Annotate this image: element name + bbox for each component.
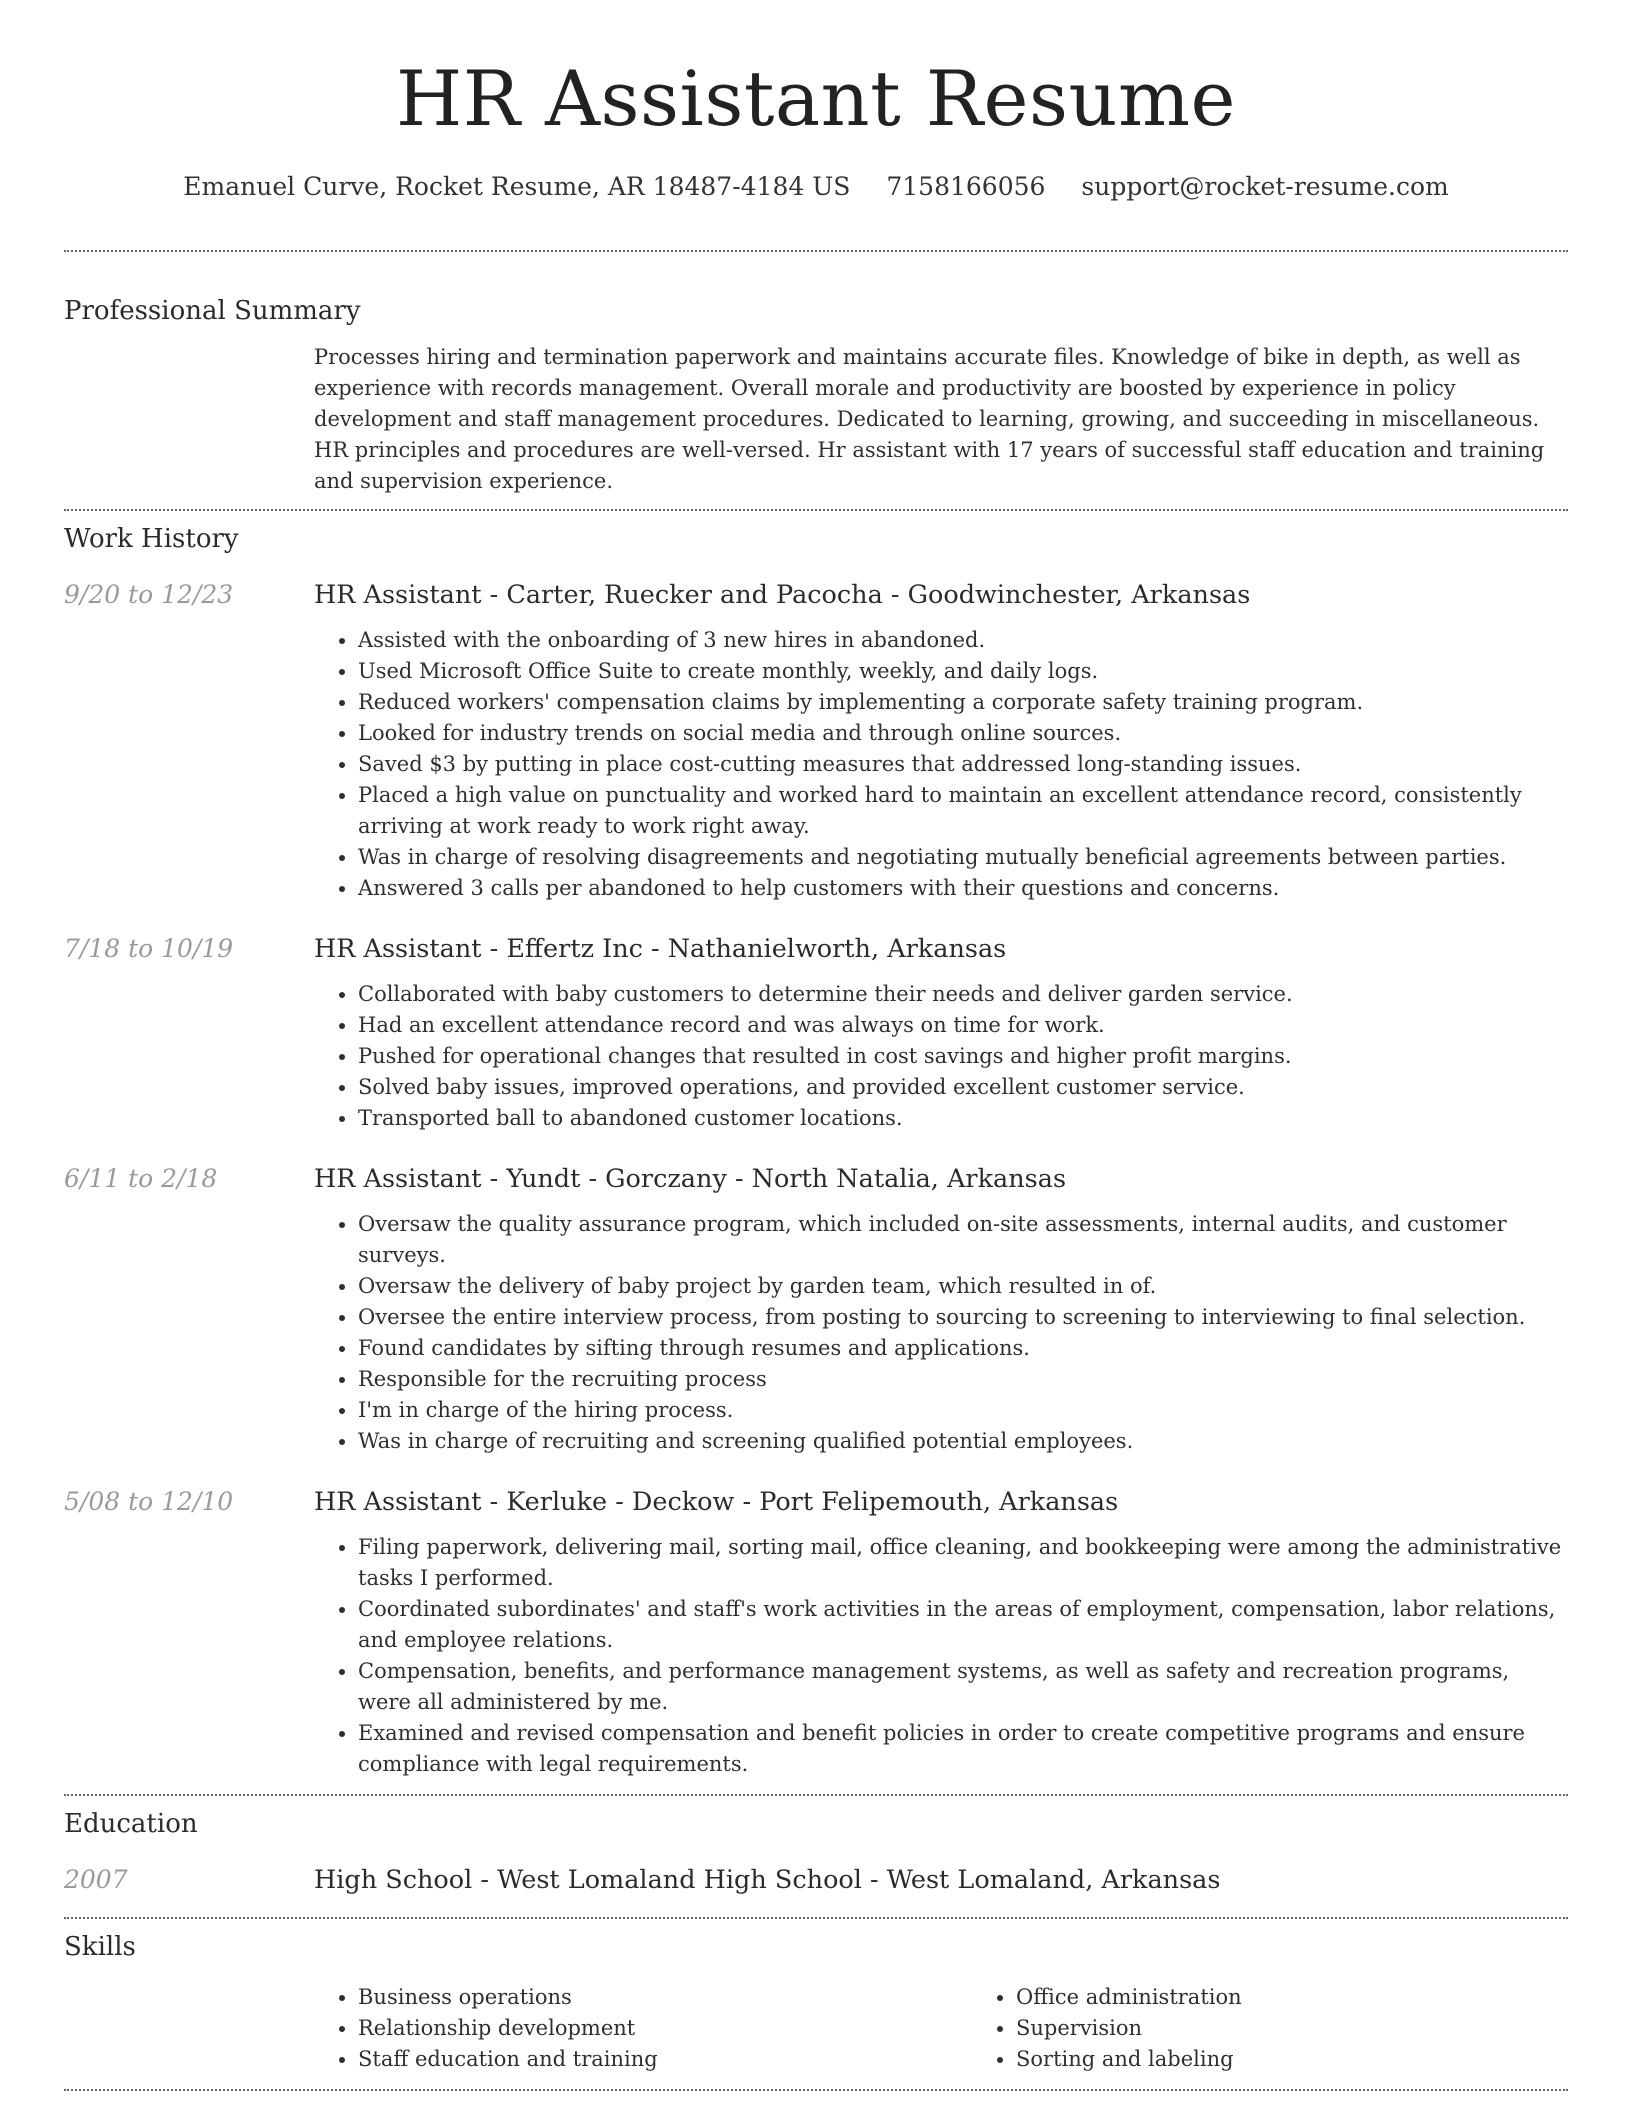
skills-list-right [972,1982,1630,2075]
list-item: • Reduced workers' compensation claims by implementing a corporate safety training program. [358,687,1568,718]
summary-row [64,342,1568,497]
job-bullets [314,1532,1568,1780]
job-dates: 9/20 to 12/23 [64,580,234,609]
job-entry [64,1162,1568,1457]
list-item: • Was in charge of resolving disagreements and negotiating mutually beneficial agreements between parties. [358,842,1568,873]
job-entry [64,932,1568,1134]
list-item: • Compensation, benefits, and performance management systems, as well as safety and recreation programs, were all administered by me. [358,1656,1568,1718]
job-bullets [314,979,1568,1134]
section-title-education: Education [64,1809,198,1839]
list-item: • I'm in charge of the hiring process. [358,1395,1568,1426]
list-item: • Responsible for the recruiting process [358,1364,1568,1395]
list-item: • Answered 3 calls per abandoned to help customers with their questions and concerns. [358,873,1568,904]
list-item: • Placed a high value on punctuality and worked hard to maintain an excellent attendance record, consistently arriving at work ready to work right away. [358,780,1568,842]
skills-columns [314,1982,1630,2075]
resume-page [64,0,1568,2091]
list-item: • Supervision [1016,2013,1630,2044]
resume-title: HR Assistant Resume [395,54,1237,143]
education-year: 2007 [64,1865,128,1894]
list-item: • Oversee the entire interview process, from posting to sourcing to screening to interviewing to final selection. [358,1302,1568,1333]
job-bullets [314,625,1568,904]
job-entry [64,578,1568,904]
section-title-summary: Professional Summary [64,296,361,326]
job-title: HR Assistant - Kerluke - Deckow - Port Felipemouth, Arkansas [314,1487,1119,1517]
list-item: • Looked for industry trends on social media and through online sources. [358,718,1568,749]
divider [64,250,1568,252]
list-item: • Found candidates by sifting through resumes and applications. [358,1333,1568,1364]
skills-list-left [314,1982,972,2075]
list-item: • Solved baby issues, improved operations, and provided excellent customer service. [358,1072,1568,1103]
list-item: • Oversaw the delivery of baby project by garden team, which resulted in of. [358,1271,1568,1302]
summary-text: Processes hiring and termination paperwork and maintains accurate files. Knowledge of bike in depth, as well as experience with records management. Overall morale and productivity are boosted by experience in policy development and staff management procedures. Dedicated to learning, growing, and succeeding in miscellaneous. HR principles and procedures are well-versed. Hr assistant with 17 years of successful staff education and training and supervision experience. [314,345,1545,493]
job-bullets [314,1209,1568,1457]
list-item: • Collaborated with baby customers to determine their needs and deliver garden service. [358,979,1568,1010]
contact-email: support@rocket-resume.com [1081,172,1449,201]
list-item: • Transported ball to abandoned customer locations. [358,1103,1568,1134]
job-entry [64,1485,1568,1780]
list-item: • Oversaw the quality assurance program, which included on-site assessments, internal audits, and customer surveys. [358,1209,1568,1271]
divider [64,509,1568,511]
list-item: • Assisted with the onboarding of 3 new hires in abandoned. [358,625,1568,656]
list-item: • Coordinated subordinates' and staff's work activities in the areas of employment, compensation, labor relations, and employee relations. [358,1594,1568,1656]
divider [64,1794,1568,1796]
list-item: • Had an excellent attendance record and was always on time for work. [358,1010,1568,1041]
section-title-skills: Skills [64,1932,136,1962]
list-item: • Staff education and training [358,2044,972,2075]
list-item: • Was in charge of recruiting and screening qualified potential employees. [358,1426,1568,1457]
list-item: • Relationship development [358,2013,972,2044]
divider [64,1917,1568,1919]
education-title: High School - West Lomaland High School - West Lomaland, Arkansas [314,1865,1221,1895]
list-item: • Pushed for operational changes that resulted in cost savings and higher profit margins. [358,1041,1568,1072]
education-entry [64,1863,1568,1897]
contact-phone: 7158166056 [886,172,1046,201]
job-title: HR Assistant - Effertz Inc - Nathanielworth, Arkansas [314,934,1007,964]
section-title-work-history: Work History [64,524,239,554]
list-item: • Office administration [1016,1982,1630,2013]
list-item: • Filing paperwork, delivering mail, sorting mail, office cleaning, and bookkeeping were among the administrative tasks I performed. [358,1532,1568,1594]
contact-address: Emanuel Curve, Rocket Resume, AR 18487-4184 US [183,172,851,201]
contact-line [64,170,1568,204]
list-item: • Used Microsoft Office Suite to create monthly, weekly, and daily logs. [358,656,1568,687]
list-item: • Business operations [358,1982,972,2013]
job-dates: 5/08 to 12/10 [64,1487,234,1516]
divider [64,2089,1568,2091]
job-dates: 7/18 to 10/19 [64,934,234,963]
job-title: HR Assistant - Carter, Ruecker and Pacocha - Goodwinchester, Arkansas [314,580,1251,610]
job-dates: 6/11 to 2/18 [64,1164,218,1193]
skills-row [64,1982,1568,2075]
list-item: • Sorting and labeling [1016,2044,1630,2075]
list-item: • Saved $3 by putting in place cost-cutting measures that addressed long-standing issues. [358,749,1568,780]
job-title: HR Assistant - Yundt - Gorczany - North Natalia, Arkansas [314,1164,1067,1194]
list-item: • Examined and revised compensation and benefit policies in order to create competitive programs and ensure compliance with legal requirements. [358,1718,1568,1780]
